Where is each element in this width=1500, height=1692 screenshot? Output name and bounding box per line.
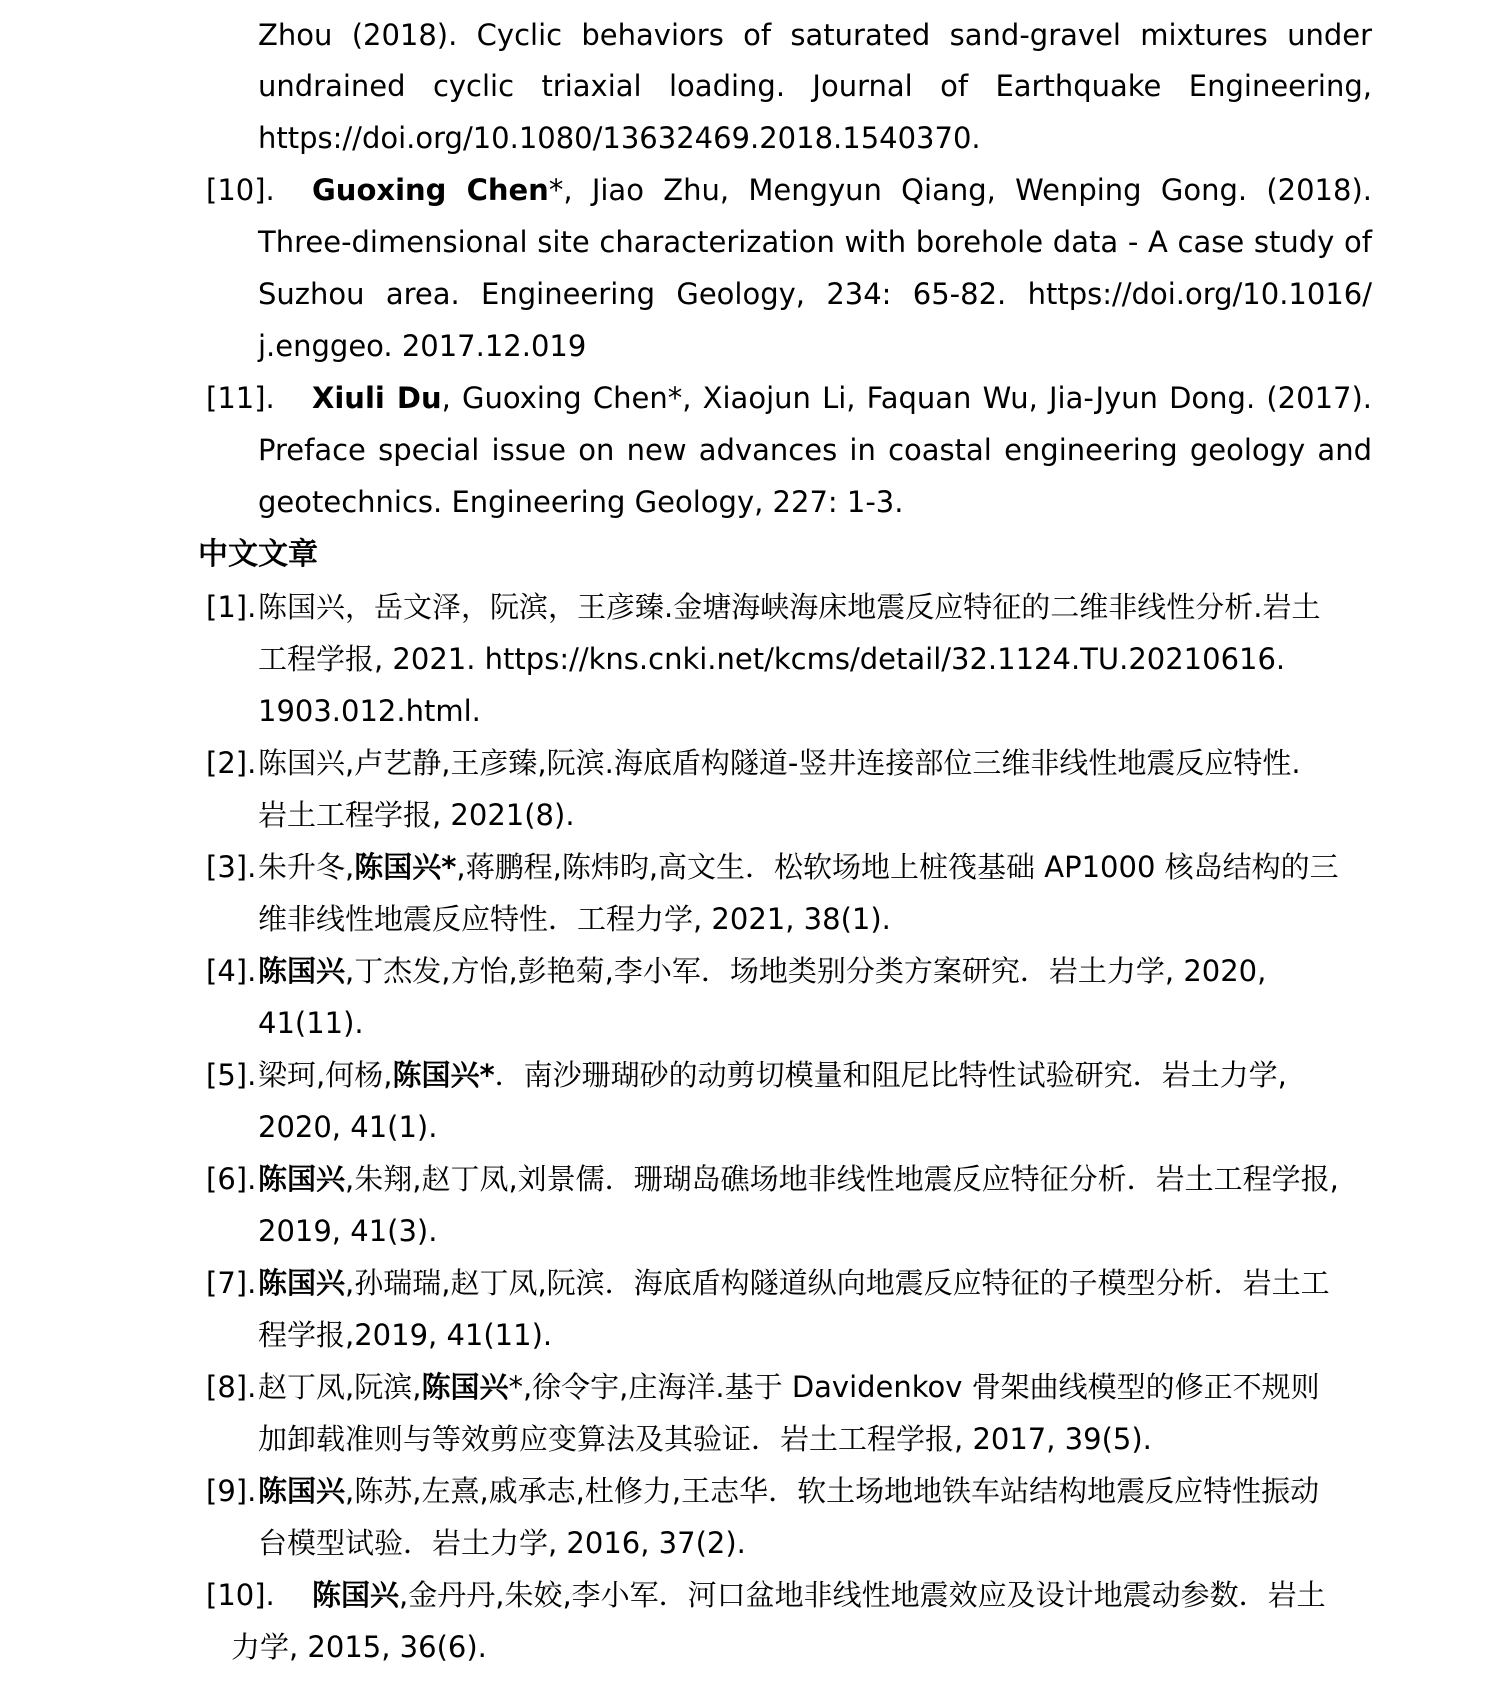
ref11-bold-author: Xiuli Du: [312, 381, 442, 415]
cn-ref9-line-1: [258, 1471, 1319, 1511]
cn-ref6-line-1: [258, 1159, 1339, 1199]
cn-ref3-line-2: 维非线性地震反应特性．工程力学, 2021, 38(1).: [258, 902, 891, 936]
cn-ref3-line-1: [258, 847, 1339, 887]
cn-ref4-bold-author: 陈国兴: [258, 954, 346, 988]
cn-ref5-line-1: [258, 1055, 1287, 1095]
cn-ref7-line-2: 程学报,2019, 41(11).: [258, 1318, 553, 1352]
cn-ref7-line-1: [258, 1263, 1330, 1303]
ref11-line-1-rest: , Guoxing Chen*, Xiaojun Li, Faquan Wu, Jia-Jyun Dong. (2017).: [441, 381, 1373, 415]
cn-ref9-bold-author: 陈国兴: [258, 1474, 346, 1508]
cn-ref8-pre: 赵丁凤,阮滨,: [258, 1370, 422, 1404]
cn-ref3-number: [3].: [206, 850, 257, 884]
cn-ref8-bold-author: 陈国兴: [421, 1370, 509, 1404]
cn-ref7-line-1-rest: ,孙瑞瑞,赵丁凤,阮滨．海底盾构隧道纵向地震反应特征的子模型分析．岩土工: [345, 1266, 1330, 1300]
cn-ref6-number: [6].: [206, 1162, 257, 1196]
ref9-line-3: https://doi.org/10.1080/13632469.2018.1540370.: [258, 121, 981, 155]
cn-ref3-bold-author: 陈国兴*: [354, 850, 457, 884]
cn-ref5-line-2: 2020, 41(1).: [258, 1110, 438, 1144]
cn-ref10-line-2: 力学, 2015, 36(6).: [231, 1630, 487, 1664]
cn-ref4-line-1-rest: ,丁杰发,方怡,彭艳菊,李小军．场地类别分类方案研究．岩土力学, 2020,: [345, 954, 1267, 988]
cn-ref5-line-1-rest: ．南沙珊瑚砂的动剪切模量和阻尼比特性试验研究．岩土力学,: [494, 1058, 1287, 1092]
ref11-line-3: geotechnics. Engineering Geology, 227: 1-3.: [258, 485, 904, 519]
cn-ref8-line-1-rest: *,徐令宇,庄海洋.基于 Davidenkov 骨架曲线模型的修正不规则: [508, 1370, 1320, 1404]
ref10-line-3: Suzhou area. Engineering Geology, 234: 65-82. https://doi.org/10.1016/: [258, 277, 1372, 311]
cn-ref2-line-2: 岩土工程学报, 2021(8).: [258, 798, 575, 832]
cn-ref4-number: [4].: [206, 954, 257, 988]
cn-ref7-bold-author: 陈国兴: [258, 1266, 346, 1300]
cn-ref10-line-1-rest: ,金丹丹,朱姣,李小军．河口盆地非线性地震效应及设计地震动参数．岩土: [399, 1578, 1326, 1612]
cn-ref1-line-1: 陈国兴，岳文泽，阮滨，王彦臻.金塘海峡海床地震反应特征的二维非线性分析.岩土: [258, 590, 1321, 624]
cn-ref6-line-2: 2019, 41(3).: [258, 1214, 438, 1248]
ref10-line-2: Three-dimensional site characterization with borehole data - A case study of: [258, 225, 1372, 259]
cn-ref5-bold-author: 陈国兴*: [392, 1058, 495, 1092]
ref11-number: [11].: [206, 381, 275, 415]
section-heading-chinese-articles: 中文文章: [198, 537, 318, 572]
cn-ref8-line-1: [258, 1367, 1320, 1407]
ref10-number: [10].: [206, 173, 275, 207]
ref10-line-1: [312, 170, 1372, 210]
cn-ref4-line-1: [258, 951, 1266, 991]
cn-ref6-bold-author: 陈国兴: [258, 1162, 346, 1196]
ref9-line-2: undrained cyclic triaxial loading. Journal of Earthquake Engineering,: [258, 69, 1372, 103]
cn-ref2-line-1: 陈国兴,卢艺静,王彦臻,阮滨.海底盾构隧道-竖井连接部位三维非线性地震反应特性.: [258, 746, 1301, 780]
cn-ref10-number: [10].: [206, 1578, 275, 1612]
cn-ref9-number: [9].: [206, 1474, 257, 1508]
cn-ref6-line-1-rest: ,朱翔,赵丁凤,刘景儒．珊瑚岛礁场地非线性地震反应特征分析．岩土工程学报,: [345, 1162, 1339, 1196]
cn-ref1-number: [1].: [206, 590, 257, 624]
cn-ref9-line-2: 台模型试验．岩土力学, 2016, 37(2).: [258, 1526, 746, 1560]
cn-ref9-line-1-rest: ,陈苏,左熹,戚承志,杜修力,王志华．软土场地地铁车站结构地震反应特性振动: [345, 1474, 1320, 1508]
cn-ref3-pre: 朱升冬,: [258, 850, 355, 884]
cn-ref4-line-2: 41(11).: [258, 1006, 364, 1040]
cn-ref8-number: [8].: [206, 1370, 257, 1404]
ref11-line-2: Preface special issue on new advances in coastal engineering geology and: [258, 433, 1372, 467]
ref10-line-4: j.enggeo. 2017.12.019: [258, 329, 587, 363]
ref9-line-1: Zhou (2018). Cyclic behaviors of saturated sand-gravel mixtures under: [258, 18, 1372, 52]
cn-ref8-line-2: 加卸载准则与等效剪应变算法及其验证．岩土工程学报, 2017, 39(5).: [258, 1422, 1152, 1456]
cn-ref7-number: [7].: [206, 1266, 257, 1300]
cn-ref5-number: [5].: [206, 1058, 257, 1092]
ref10-line-1-rest: *, Jiao Zhu, Mengyun Qiang, Wenping Gong. (2018).: [548, 173, 1372, 207]
cn-ref5-pre: 梁珂,何杨,: [258, 1058, 393, 1092]
cn-ref2-number: [2].: [206, 746, 257, 780]
cn-ref3-line-1-rest: ,蒋鹏程,陈炜昀,高文生．松软场地上桩筏基础 AP1000 核岛结构的三: [456, 850, 1339, 884]
ref10-bold-author: Guoxing Chen: [312, 173, 549, 207]
ref11-line-1: [312, 378, 1372, 418]
cn-ref10-bold-author: 陈国兴: [312, 1578, 400, 1612]
cn-ref10-line-1: [312, 1575, 1326, 1615]
cn-ref1-line-3: 1903.012.html.: [258, 694, 481, 728]
cn-ref1-line-2: 工程学报, 2021. https://kns.cnki.net/kcms/detail/32.1124.TU.20210616.: [258, 642, 1286, 676]
